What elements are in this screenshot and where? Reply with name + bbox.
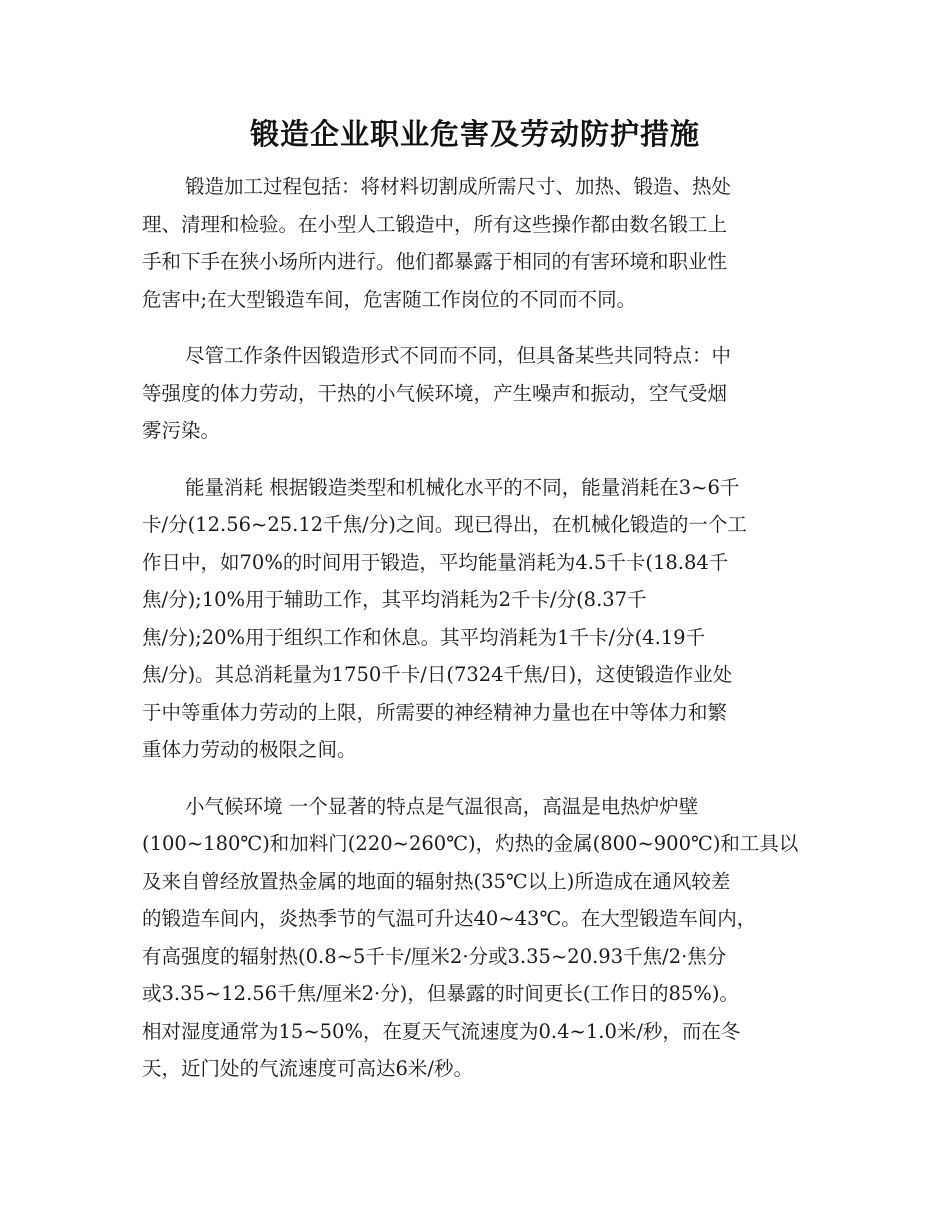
- document-title: 锻造企业职业危害及劳动防护措施: [249, 117, 700, 151]
- text-line: 及来自曾经放置热金属的地面的辐射热(35℃以上)所造成在通风较差: [142, 869, 731, 893]
- text-line: 相对湿度通常为15~50%，在夏天气流速度为0.4~1.0米/秒，而在冬: [142, 1019, 741, 1043]
- text-line: 雾污染。: [142, 419, 221, 442]
- text-line: 的锻造车间内，炎热季节的气温可升达40~43℃。在大型锻造车间内，: [142, 907, 757, 930]
- text-line: 于中等重体力劳动的上限，所需要的神经精神力量也在中等体力和繁: [142, 700, 728, 724]
- text-line: 焦/分)。其总消耗量为1750千卡/日(7324千焦/日)，这使锻造作业处: [142, 663, 733, 686]
- text-line: 小气候环境 一个显著的特点是气温很高，高温是电热炉炉壁: [185, 794, 699, 818]
- text-line: 有高强度的辐射热(0.8~5千卡/厘米2·分或3.35~20.93千焦/2·焦分: [142, 944, 727, 968]
- text-line: 能量消耗 根据锻造类型和机械化水平的不同，能量消耗在3~6千: [185, 475, 740, 499]
- paragraph-microclimate: [142, 788, 812, 1088]
- text-line: 或3.35~12.56千焦/厘米2·分)，但暴露的时间更长(工作日的85%)。: [142, 982, 739, 1005]
- text-line: 手和下手在狭小场所内进行。他们都暴露于相同的有害环境和职业性: [142, 250, 728, 273]
- document-body: [142, 168, 812, 1107]
- paragraph-process: [142, 168, 812, 318]
- text-line: 锻造加工过程包括：将材料切割成所需尺寸、加热、锻造、热处: [185, 175, 732, 198]
- text-line: 危害中;在大型锻造车间，危害随工作岗位的不同而不同。: [142, 287, 637, 311]
- text-line: 重体力劳动的极限之间。: [142, 738, 357, 761]
- text-line: 等强度的体力劳动，干热的小气候环境，产生噪声和振动，空气受烟: [142, 381, 728, 405]
- text-line: (100~180℃)和加料门(220~260℃)，灼热的金属(800~900℃)和工具以: [142, 832, 799, 855]
- text-line: 焦/分);20%用于组织工作和休息。其平均消耗为1千卡/分(4.19千: [142, 625, 706, 649]
- text-line: 尽管工作条件因锻造形式不同而不同，但具备某些共同特点：中: [185, 344, 732, 367]
- text-line: 焦/分);10%用于辅助工作，其平均消耗为2千卡/分(8.37千: [142, 588, 647, 611]
- paragraph-common-features: [142, 337, 812, 450]
- text-line: 天，近门处的气流速度可高达6米/秒。: [142, 1057, 473, 1080]
- text-line: 理、清理和检验。在小型人工锻造中，所有这些操作都由数名锻工上: [142, 212, 728, 236]
- text-line: 作日中，如70%的时间用于锻造，平均能量消耗为4.5千卡(18.84千: [142, 550, 729, 574]
- text-line: 卡/分(12.56~25.12千焦/分)之间。现已得出，在机械化锻造的一个工: [142, 513, 747, 536]
- paragraph-energy-consumption: [142, 469, 812, 769]
